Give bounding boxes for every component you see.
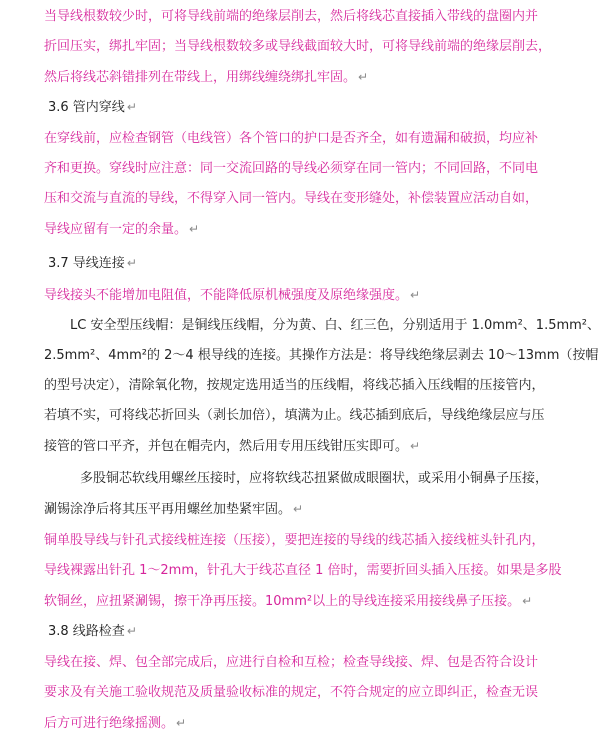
text-line: 导线接头不能增加电阻值，不能降低原机械强度及原绝缘强度。 [44,288,409,303]
text-line: 当导线根数较少时，可将导线前端的绝缘层削去，然后将线芯直接插入带线的盘圈内并 [44,9,539,24]
paragraph-mark: ↵ [522,594,533,608]
text-line: 齐和更换。穿线时应注意：同一交流回路的导线必须穿在同一管内；不同回路，不同电 [44,161,539,176]
text-line: 接管的管口平齐，并包在帽壳内，然后用专用压线钳压实即可。 [44,439,409,454]
text-line: 压和交流与直流的导线，不得穿入同一管内。导线在变形缝处，补偿装置应活动自如， [44,191,539,206]
text-line: 2.5mm²、4mm²的 2～4 根导线的连接。其操作方法是：将导线绝缘层剥去 10～13mm（按帽 [44,348,599,363]
section-heading-3-7 [48,248,587,278]
paragraph-mark: ↵ [410,288,421,302]
text-line: LC 安全型压线帽：是铜线压线帽，分为黄、白、红三色，分别适用于 1.0mm²、1.5mm²、 [70,318,601,333]
text-line: 导线裸露出针孔 1～2mm，针孔大于线芯直径 1 倍时，需要折回头插入压接。如果是多股 [44,563,562,578]
paragraph-mark: ↵ [126,624,137,638]
paragraph-lc-cap [44,311,601,461]
text-line: 导线在接、焊、包全部完成后，应进行自检和互检；检查导线接、焊、包是否符合设计 [44,655,539,670]
paragraph-mark: ↵ [126,256,137,270]
text-line: 导线应留有一定的余量。 ↵ [44,222,200,237]
section-heading-3-8 [48,616,587,646]
text-line: 软铜丝，应扭紧涮锡，擦干净再压接。10mm²以上的导线连接采用接线鼻子压接。 [44,594,521,609]
paragraph-pinhole-terminal [44,526,587,616]
text-line: 后方可进行绝缘摇测。 [44,716,175,731]
text-line: 要求及有关施工验收规范及质量验收标准的规定，不符合规定的应立即纠正，检查无误 [44,685,539,700]
text-line: 多股铜芯软线用螺丝压接时，应将软线芯扭紧做成眼圈状，或采用小铜鼻子压接， [80,471,549,486]
heading-text: 3.6 管内穿线 [48,100,125,115]
text-line: 铜单股导线与针孔式接线桩连接（压接），要把连接的导线的线芯插入接线桩头针孔内， [44,533,545,548]
paragraph-mark: ↵ [189,222,200,236]
text-line: 的型号决定），清除氧化物，按规定选用适当的压线帽，将线芯插入压线帽的压接管内， [44,378,545,393]
section-heading-3-6 [48,92,587,122]
text-line: 涮锡涂净后将其压平再用螺丝加垫紧牢固。 [44,502,292,517]
paragraph-mark: ↵ [176,716,187,730]
paragraph-mark: ↵ [410,439,421,453]
paragraph-threading [44,124,587,244]
paragraph-mark: ↵ [293,502,304,516]
text-line: 在穿线前，应检查钢管（电线管）各个管口的护口是否齐全，如有遗漏和破损，均应补 [44,131,539,146]
text-line: 若填不实，可将线芯折回头（剥长加倍），填满为止。线芯插到底后，导线绝缘层应与压 [44,408,545,423]
paragraph-stranded-wire [44,464,587,524]
paragraph-joint-requirement [44,280,587,310]
paragraph-mark: ↵ [126,100,137,114]
heading-text: 3.8 线路检查 [48,624,125,639]
text-line: 然后将线芯斜错排列在带线上，用绑线缠绕绑扎牢固。 ↵ [44,70,369,85]
paragraph-mark: ↵ [358,70,369,84]
heading-text: 3.7 导线连接 [48,256,125,271]
paragraph-line-inspection [44,648,587,738]
paragraph-bundling [44,2,587,92]
text-line: 折回压实，绑扎牢固；当导线根数较多或导线截面较大时，可将导线前端的绝缘层削去， [44,39,552,54]
